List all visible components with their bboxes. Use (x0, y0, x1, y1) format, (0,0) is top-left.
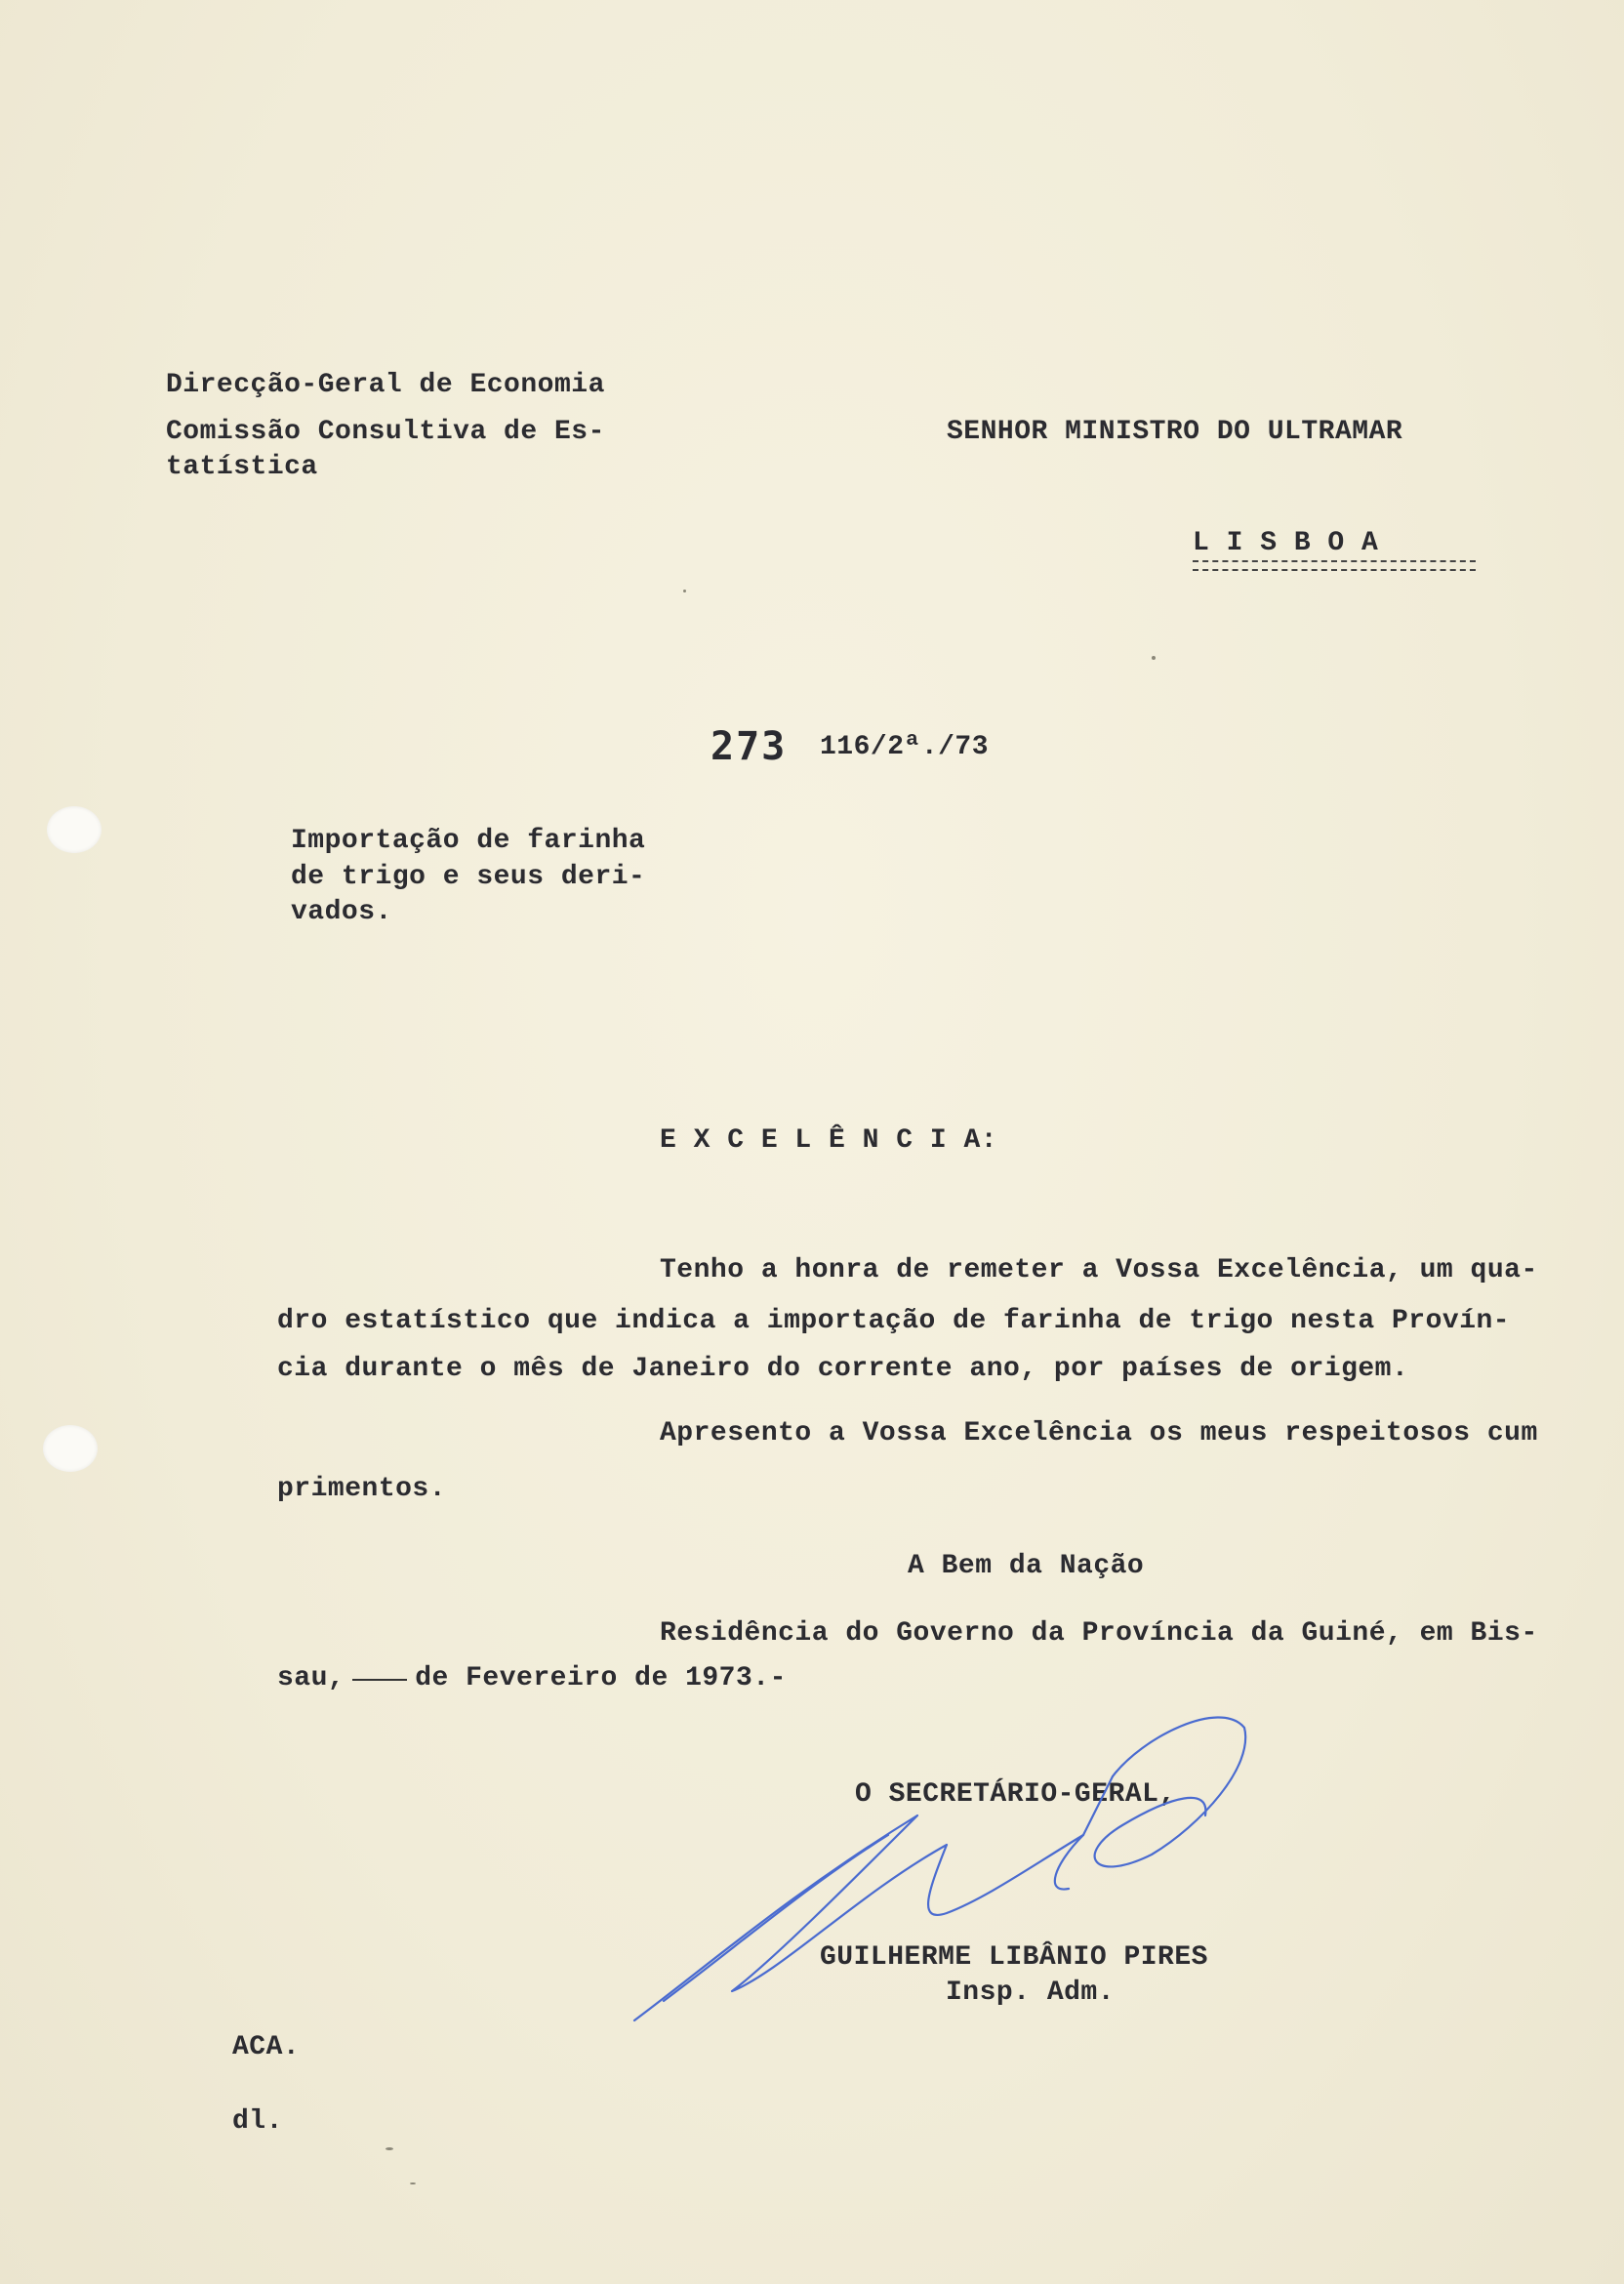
body-paragraph-2-line-1: Apresento a Vossa Excelência os meus respeitosos cum (660, 1418, 1538, 1448)
paper-speck (410, 2182, 416, 2184)
signatory-rank: Insp. Adm. (946, 1978, 1116, 2008)
body-paragraph-2-line-2: primentos. (277, 1474, 447, 1504)
city-underline (1193, 560, 1476, 571)
punch-hole-top (47, 806, 102, 853)
sender-line-3: tatística (166, 452, 318, 482)
closing-place-line-1: Residência do Governo da Província da Guiné, em Bis- (660, 1618, 1538, 1649)
sender-line-1: Direcção-Geral de Economia (166, 370, 605, 400)
reference-code: 116/2ª./73 (820, 732, 990, 762)
closing-place-line-2a: sau, (277, 1663, 345, 1693)
signatory-title: O SECRETÁRIO-GERAL, (855, 1779, 1176, 1810)
body-paragraph-1-line-2: dro estatístico que indica a importação de farinha de trigo nesta Provín- (277, 1306, 1511, 1336)
closing-place-line-2 (277, 1665, 787, 1693)
paper-speck (386, 2147, 393, 2150)
subject-line-2: de trigo e seus deri- (291, 862, 646, 892)
paper-speck (1152, 656, 1156, 660)
body-paragraph-1-line-3: cia durante o mês de Janeiro do corrente ano, por países de origem. (277, 1354, 1409, 1384)
punch-hole-bottom (43, 1425, 98, 1472)
footer-initials-1: ACA. (232, 2032, 301, 2062)
closing-place-line-2b: de Fevereiro de 1973.- (415, 1663, 787, 1693)
salutation: E X C E L Ê N C I A: (660, 1125, 998, 1156)
recipient-city: L I S B O A (1193, 528, 1379, 558)
signatory-name: GUILHERME LIBÂNIO PIRES (820, 1942, 1208, 1973)
footer-initials-2: dl. (232, 2106, 283, 2137)
closing-motto: A Bem da Nação (908, 1551, 1145, 1581)
paper-speck (683, 590, 686, 592)
sender-line-2: Comissão Consultiva de Es- (166, 417, 605, 447)
recipient: SENHOR MINISTRO DO ULTRAMAR (947, 417, 1403, 447)
handwritten-signature (625, 1698, 1269, 2050)
subject-line-1: Importação de farinha (291, 826, 646, 856)
reference-number: 273 (710, 724, 788, 769)
body-paragraph-1-line-1: Tenho a honra de remeter a Vossa Excelência, um qua- (660, 1255, 1538, 1285)
date-blank (352, 1679, 407, 1681)
subject-line-3: vados. (291, 897, 392, 927)
